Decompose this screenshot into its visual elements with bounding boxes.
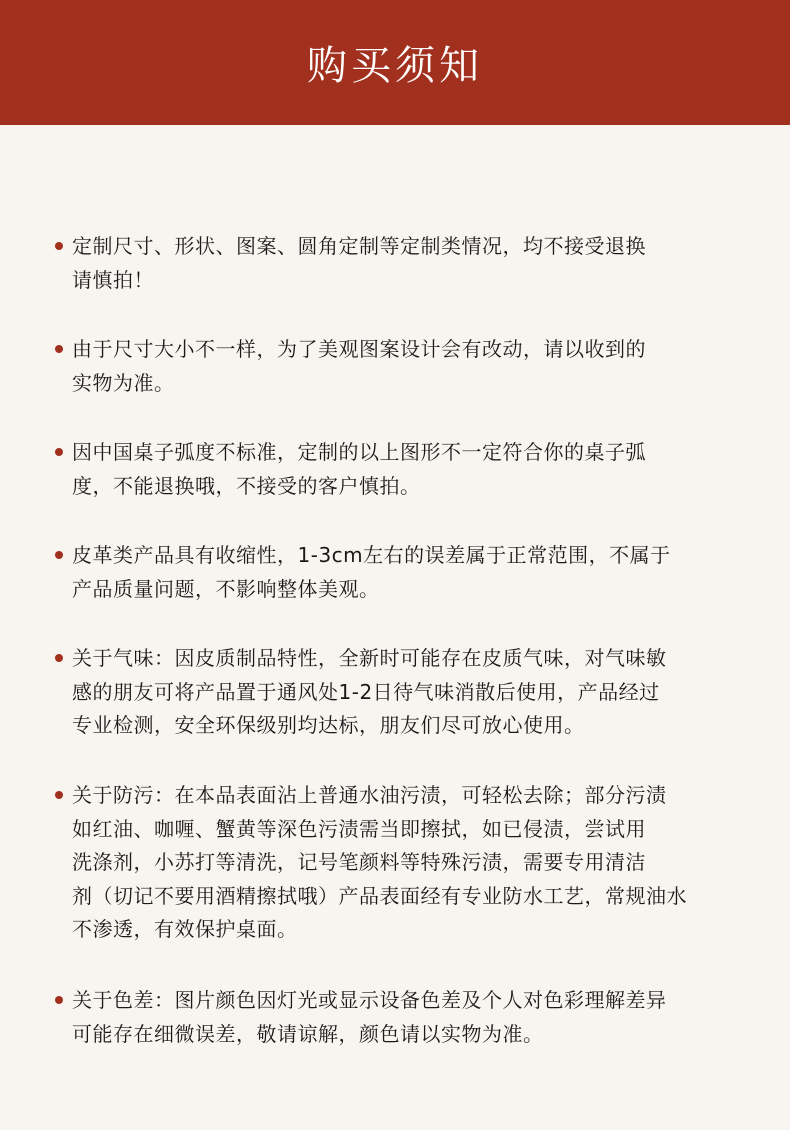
header-banner — [0, 0, 790, 125]
notice-item-design-change — [72, 333, 762, 400]
notice-line: 因中国桌子弧度不标准，定制的以上图形不一定符合你的桌子弧 — [72, 440, 646, 464]
notice-item-shrinkage — [72, 539, 762, 606]
notice-line: 定制尺寸、形状、图案、圆角定制等定制类情况，均不接受退换 — [72, 234, 646, 258]
bullet-dot-icon — [55, 551, 63, 559]
notice-item-custom-order — [72, 230, 762, 297]
notice-line: 实物为准。 — [72, 370, 175, 395]
notice-line: 剂（切记不要用酒精擦拭哦）产品表面经有专业防水工艺，常规油水 — [72, 883, 687, 908]
notice-line: 皮革类产品具有收缩性，1-3cm左右的误差属于正常范围，不属于 — [72, 543, 671, 567]
bullet-dot-icon — [55, 791, 63, 799]
page-title: 购买须知 — [307, 43, 483, 89]
bullet-dot-icon — [55, 242, 63, 250]
notice-line: 请慎拍！ — [72, 267, 154, 292]
bullet-dot-icon — [55, 996, 63, 1004]
notice-line: 感的朋友可将产品置于通风处1-2日待气味消散后使用，产品经过 — [72, 679, 660, 704]
notice-line: 不渗透，有效保护桌面。 — [72, 917, 298, 941]
notice-line: 专业检测，安全环保级别均达标，朋友们尽可放心使用。 — [72, 713, 585, 737]
notice-item-color-difference — [72, 984, 762, 1051]
notice-line: 关于防污：在本品表面沾上普通水油污渍，可轻松去除；部分污渍 — [72, 783, 667, 807]
notice-line: 产品质量问题，不影响整体美观。 — [72, 576, 380, 601]
bullet-dot-icon — [55, 345, 63, 353]
notice-line: 可能存在细微误差，敬请谅解，颜色请以实物为准。 — [72, 1021, 544, 1046]
notice-line: 度，不能退换哦，不接受的客户慎拍。 — [72, 473, 421, 498]
bullet-dot-icon — [55, 448, 63, 456]
notice-item-stain-resistance — [72, 779, 762, 947]
notice-line: 如红油、咖喱、蟹黄等深色污渍需当即擦拭，如已侵渍，尝试用 — [72, 816, 646, 841]
notice-item-odor — [72, 642, 762, 743]
notice-line: 由于尺寸大小不一样，为了美观图案设计会有改动，请以收到的 — [72, 337, 646, 361]
bullet-dot-icon — [55, 654, 63, 662]
notice-item-table-curvature — [72, 436, 762, 503]
notice-line: 关于色差：图片颜色因灯光或显示设备色差及个人对色彩理解差异 — [72, 988, 667, 1012]
notice-line: 关于气味：因皮质制品特性，全新时可能存在皮质气味，对气味敏 — [72, 646, 667, 670]
notice-line: 洗涤剂，小苏打等清洗，记号笔颜料等特殊污渍，需要专用清洁 — [72, 850, 646, 874]
